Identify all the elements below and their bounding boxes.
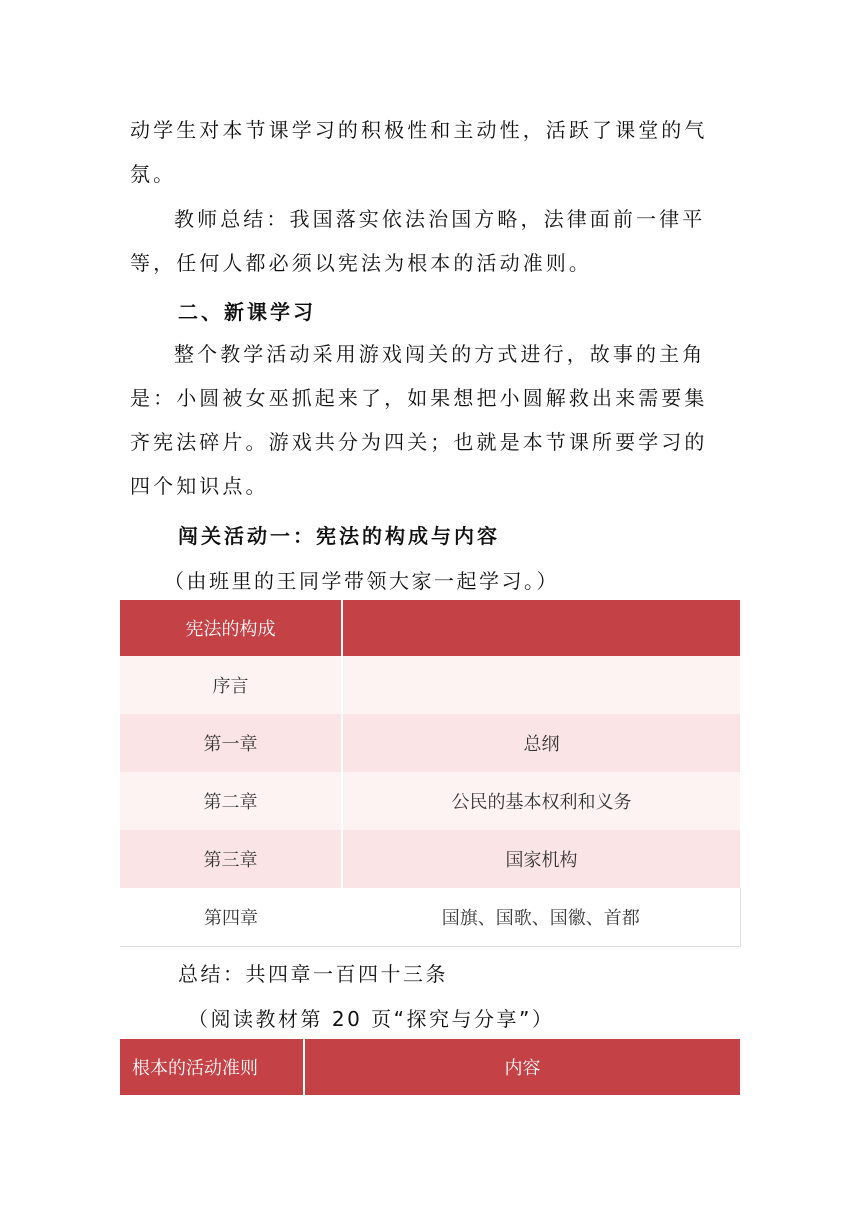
table-row: [120, 772, 740, 830]
table-cell: 第三章: [120, 830, 342, 888]
paragraph-line: 齐宪法碎片。游戏共分为四关；也就是本节课所要学习的: [130, 430, 708, 454]
table-row: [120, 714, 740, 772]
table-row: [120, 656, 740, 714]
paragraph-1: [130, 108, 730, 196]
table-cell: 国家机构: [342, 830, 740, 888]
paragraph-line: 教师总结：我国落实依法治国方略，法律面前一律平: [174, 207, 706, 231]
table-header-row: [120, 1039, 740, 1095]
note-text: （阅读教材第 20 页“探究与分享”）: [188, 1007, 555, 1031]
table-header-cell: 根本的活动准则: [120, 1039, 304, 1095]
table-header-cell: [342, 600, 740, 656]
summary-text: 总结：共四章一百四十三条: [178, 962, 448, 986]
activity-heading: 闯关活动一：宪法的构成与内容: [178, 524, 500, 548]
constitution-structure-table: [120, 600, 741, 947]
note-text: （由班里的王同学带领大家一起学习。）: [164, 569, 559, 593]
paragraph-line: 动学生对本节课学习的积极性和主动性，活跃了课堂的气: [130, 118, 708, 142]
table-cell: 序言: [120, 656, 342, 714]
table-header-cell: 内容: [304, 1039, 740, 1095]
table-cell: 第四章: [120, 888, 342, 947]
table-header-row: [120, 600, 740, 656]
paragraph-line: 等，任何人都必须以宪法为根本的活动准则。: [130, 251, 592, 275]
paragraph-2: [130, 197, 730, 285]
paragraph-line: 是：小圆被女巫抓起来了，如果想把小圆解救出来需要集: [130, 386, 708, 410]
table-cell: 总纲: [342, 714, 740, 772]
paragraph-line: 氛。: [130, 162, 177, 186]
table-row: [120, 888, 740, 947]
paragraph-3: [130, 332, 730, 508]
table-cell: 国旗、国歌、国徽、首都: [342, 888, 740, 947]
table-row: [120, 830, 740, 888]
table-cell: [342, 656, 740, 714]
paragraph-line: 整个教学活动采用游戏闯关的方式进行，故事的主角: [174, 342, 706, 366]
table-header-cell: 宪法的构成: [120, 600, 342, 656]
activity-norm-table: [120, 1039, 740, 1095]
section-heading: 二、新课学习: [178, 300, 316, 324]
table-cell: 第二章: [120, 772, 342, 830]
table-cell: 第一章: [120, 714, 342, 772]
table-cell: 公民的基本权利和义务: [342, 772, 740, 830]
paragraph-line: 四个知识点。: [130, 474, 269, 498]
